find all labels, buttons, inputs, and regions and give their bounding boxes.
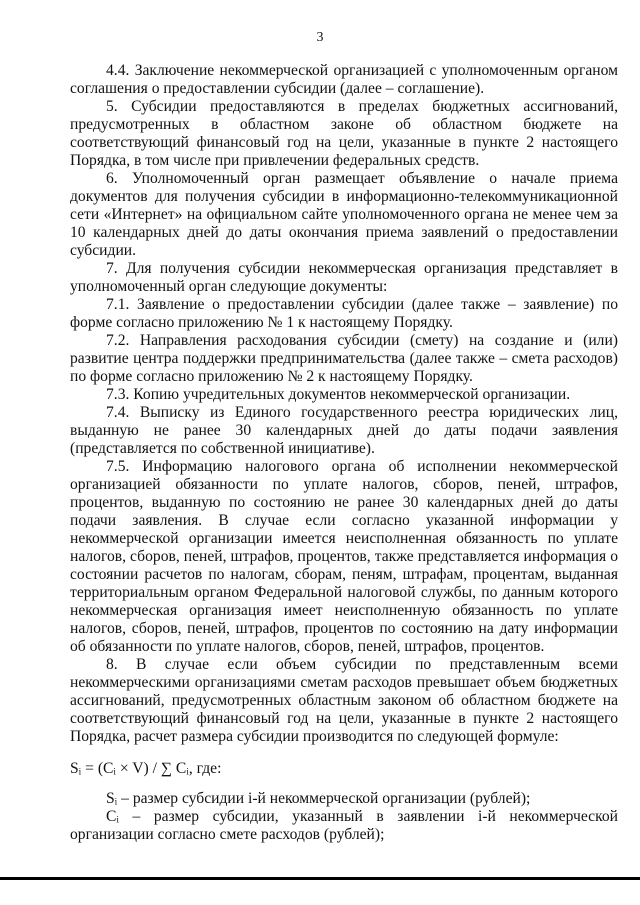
page-bottom-border bbox=[0, 877, 640, 880]
paragraph-7-1: 7.1. Заявление о предоставлении субсидии (далее также – заявление) по форме согласно приложению № 1 к настоящему Порядку. bbox=[70, 296, 618, 331]
paragraph-7-2: 7.2. Направления расходования субсидии (смету) на создание и (или) развитие центра поддержки предпринимательства (далее также – смета расходов) по форме согласно приложению № 2 к настоящему Порядку. bbox=[70, 332, 618, 385]
document-body bbox=[70, 62, 618, 844]
definition-si: Sᵢ – размер субсидии i-й некоммерческой организации (рублей); bbox=[106, 790, 531, 807]
subsidy-formula: Sᵢ = (Cᵢ × V) / ∑ Cᵢ, где: bbox=[70, 760, 222, 777]
page-number: 3 bbox=[316, 30, 324, 45]
paragraph-7-5: 7.5. Информацию налогового органа об исполнении некоммерческой организацией обязанности по уплате налогов, сборов, пеней, штрафов, процентов, выданную по состоянию не ранее 30 календарных дней до даты подачи заявления. В случае если согласно указанной информации у некоммерческой организации имеется неисполненная обязанность по уплате налогов, сборов, пеней, штрафов, процентов, также представляется информация о состоянии расчетов по налогам, сборам, пеням, штрафам, процентам, выданная территориальным органом Федеральной налоговой службы, по данным которого некоммерческая организация имеет неисполненную обязанность по уплате налогов, сборов, пеней, штрафов, процентов по состоянию на дату информации об обязанности по уплате налогов, сборов, пеней, штрафов, процентов. bbox=[70, 458, 618, 655]
paragraph-7-4: 7.4. Выписку из Единого государственного реестра юридических лиц, выданную не ранее 30 календарных дней до даты подачи заявления (представляется по собственной инициативе). bbox=[70, 404, 618, 457]
paragraph-7-3: 7.3. Копию учредительных документов некоммерческой организации. bbox=[106, 386, 571, 403]
paragraph-6: 6. Уполномоченный орган размещает объявление о начале приема документов для получения субсидии в информационно-телекоммуникационной сети «Интернет» на официальном сайте уполномоченного органа не менее чем за 10 календарных дней до даты окончания приема заявлений о предоставлении субсидии. bbox=[70, 170, 618, 259]
paragraph-7: 7. Для получения субсидии некоммерческая организация представляет в уполномоченный орган следующие документы: bbox=[70, 260, 618, 295]
paragraph-4-4: 4.4. Заключение некоммерческой организацией с уполномоченным органом соглашения о предоставлении субсидии (далее – соглашение). bbox=[70, 62, 618, 97]
paragraph-5: 5. Субсидии предоставляются в пределах бюджетных ассигнований, предусмотренных в областном законе об областном бюджете на соответствующий финансовый год на цели, указанные в пункте 2 настоящего Порядка, в том числе при привлечении федеральных средств. bbox=[70, 98, 618, 169]
definition-ci: Cᵢ – размер субсидии, указанный в заявлении i-й некоммерческой организации согласно смете расходов (рублей); bbox=[70, 808, 618, 843]
paragraph-8: 8. В случае если объем субсидии по представленным всеми некоммерческими организациями сметам расходов превышает объем бюджетных ассигнований, предусмотренных областным законом об областном бюджете на соответствующий финансовый год на цели, указанные в пункте 2 настоящего Порядка, расчет размера субсидии производится по следующей формуле: bbox=[70, 656, 618, 745]
